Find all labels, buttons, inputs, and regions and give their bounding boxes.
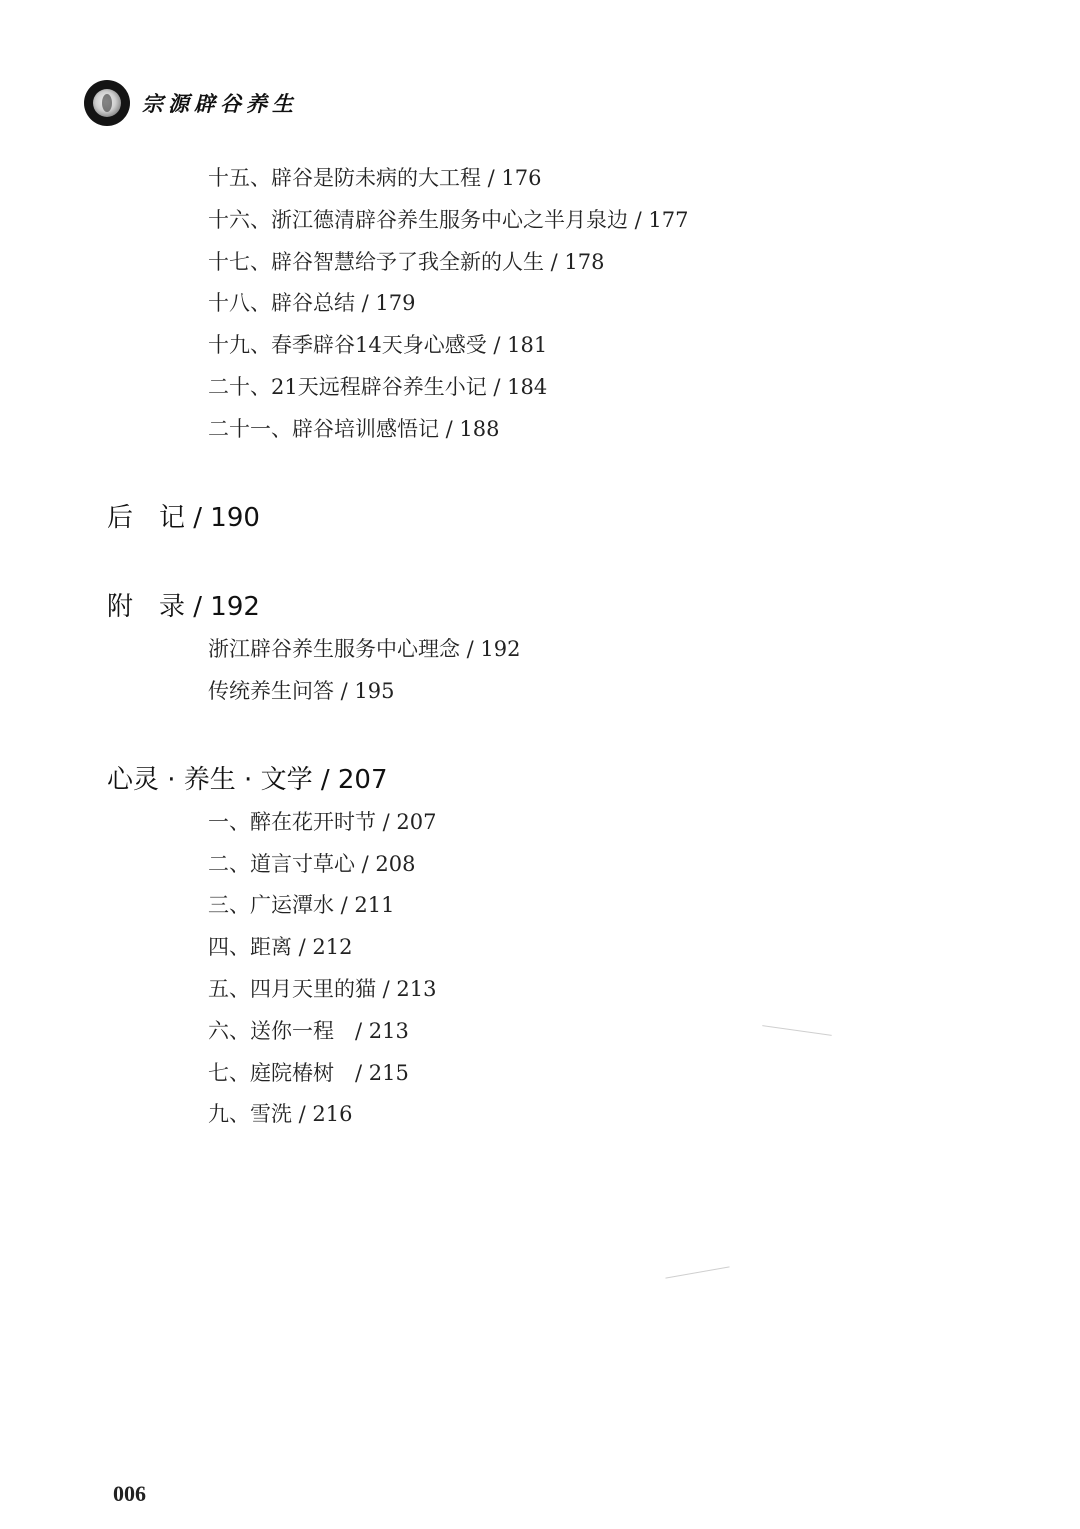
toc-entry[interactable]: 六、送你一程 / 213 — [208, 1019, 409, 1043]
toc-entry[interactable]: 浙江辟谷养生服务中心理念 / 192 — [208, 637, 521, 661]
toc-section-afterword[interactable]: 后 记 / 190 — [107, 503, 260, 533]
toc-entry[interactable]: 一、醉在花开时节 / 207 — [208, 810, 437, 834]
toc-entry[interactable]: 十六、浙江德清辟谷养生服务中心之半月泉边 / 177 — [208, 208, 689, 232]
toc-entry[interactable]: 二十一、辟谷培训感悟记 / 188 — [208, 417, 500, 441]
toc-section-appendix[interactable]: 附 录 / 192 — [107, 592, 260, 622]
toc-entry[interactable]: 四、距离 / 212 — [208, 935, 353, 959]
toc-entry[interactable]: 十五、辟谷是防未病的大工程 / 176 — [208, 166, 542, 190]
scan-speck — [665, 1266, 729, 1278]
toc-section-literature[interactable]: 心灵 · 养生 · 文学 / 207 — [107, 765, 388, 795]
toc-entry[interactable]: 十八、辟谷总结 / 179 — [208, 291, 416, 315]
running-header — [84, 78, 298, 128]
toc-entry[interactable]: 七、庭院椿树 / 215 — [208, 1061, 409, 1085]
toc-entry[interactable]: 十九、春季辟谷14天身心感受 / 181 — [208, 333, 548, 357]
toc-entry[interactable]: 二十、21天远程辟谷养生小记 / 184 — [208, 375, 548, 399]
toc-entry[interactable]: 九、雪洗 / 216 — [208, 1102, 353, 1126]
scan-speck — [762, 1025, 831, 1036]
toc-entry[interactable]: 十七、辟谷智慧给予了我全新的人生 / 178 — [208, 250, 605, 274]
toc-entry[interactable]: 五、四月天里的猫 / 213 — [208, 977, 437, 1001]
book-logo-icon — [84, 80, 130, 126]
toc-entry[interactable]: 传统养生问答 / 195 — [208, 679, 395, 703]
page-number: 006 — [113, 1481, 146, 1506]
toc-entry[interactable]: 三、广运潭水 / 211 — [208, 893, 395, 917]
header-title: 宗源辟谷养生 — [142, 91, 298, 116]
toc-entry[interactable]: 二、道言寸草心 / 208 — [208, 852, 416, 876]
